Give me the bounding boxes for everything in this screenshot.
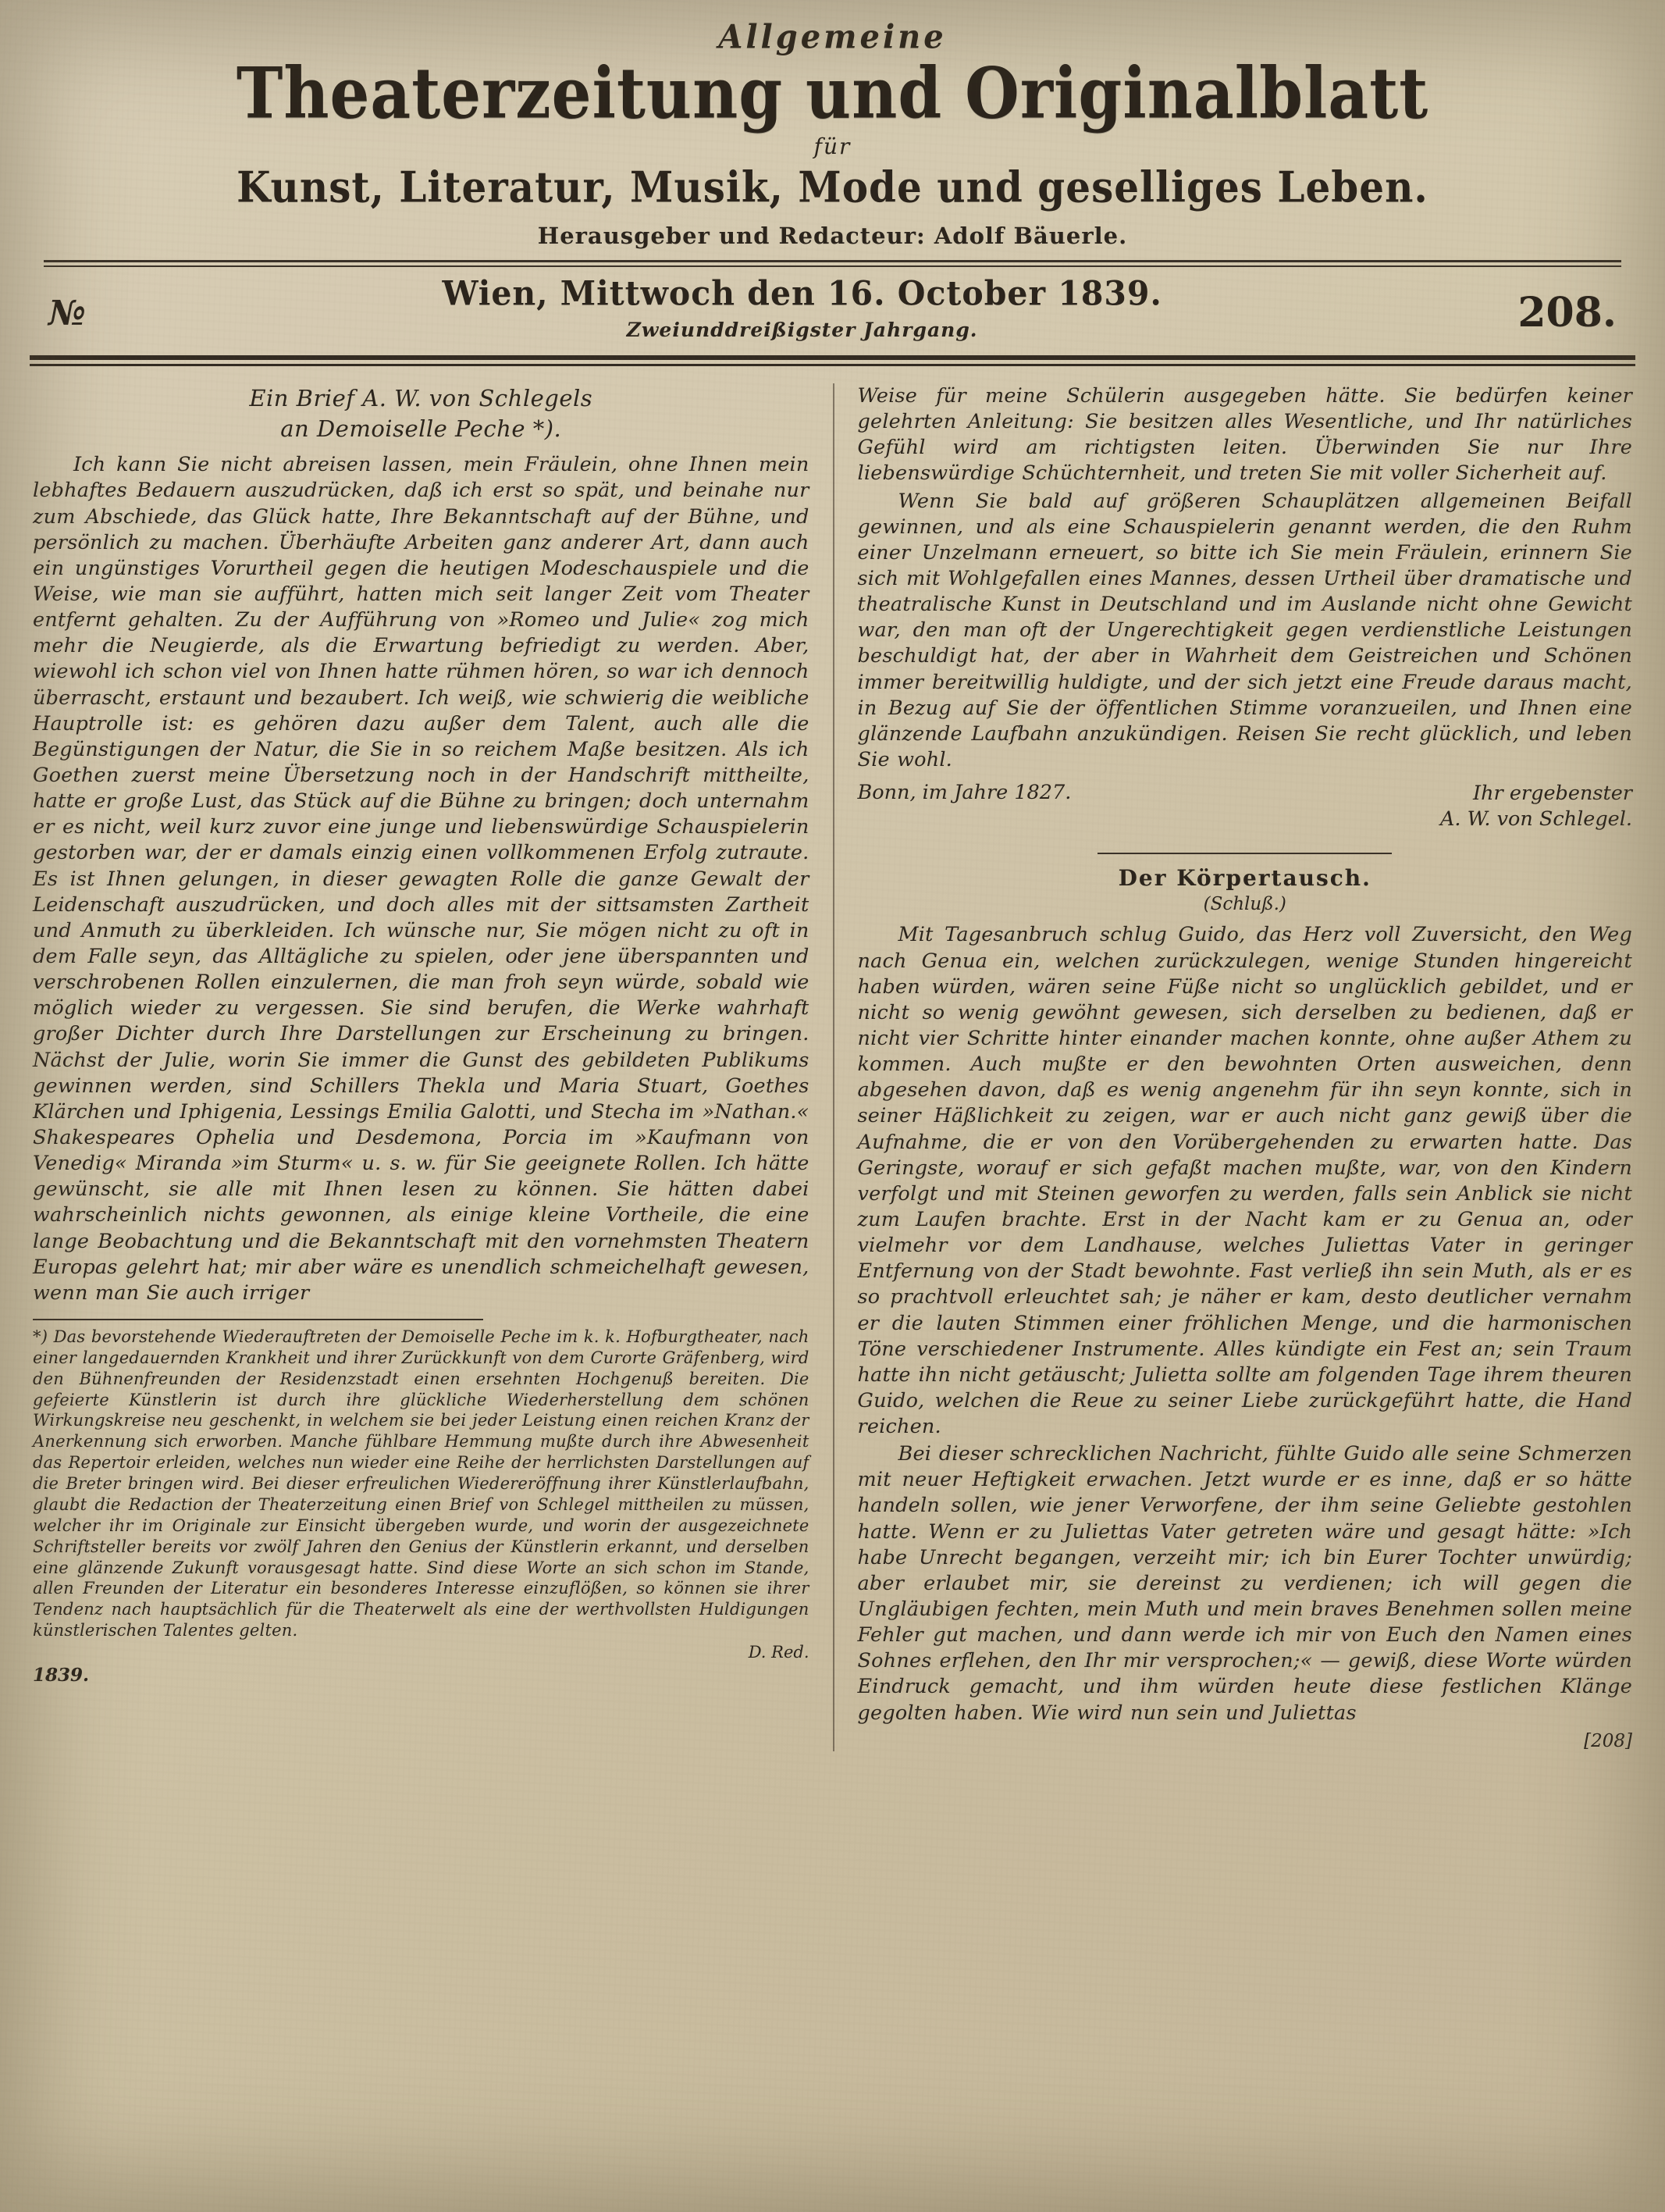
letter-signature — [1440, 781, 1632, 832]
masthead-fuer: für — [813, 134, 852, 159]
body-columns — [0, 366, 1665, 1751]
masthead-title: Theaterzeitung und Originalblatt — [236, 52, 1429, 134]
footnote-text — [33, 1327, 809, 1641]
footnote-signature: D. Red. — [748, 1643, 809, 1662]
issue-volume: Zweiunddreißigster Jahrgang. — [626, 319, 978, 341]
footnote-rule — [33, 1319, 483, 1320]
section-divider — [1098, 853, 1392, 854]
issue-center — [87, 275, 1518, 341]
letter-signature-closing: Ihr ergebenster — [1473, 782, 1632, 806]
footnote-body: Das bevorstehende Wiederauftreten der Demoiselle Peche im k. k. Hofburgtheater, nach einer langedauernden Krankheit und ihrer Zurückkunft von dem Curorte Gräfenberg, wird den Bühnenfreunden der Residenzstadt einen ersehnten Hochgenuß bereiten. Die gefeierte Künstlerin ist durch ihre glückliche Wiederherstellung dem schönen Wirkungskreise neu geschenkt, in welchem sie bei jeder Leistung einen reichen Kranz der Anerkennung sich erworben. Manche fühlbare Hemmung mußte durch ihre Abwesenheit das Repertoir erleiden, welches nun wieder eine Reihe der herrlichsten Darstellungen auf die Breter bringen wird. Bei dieser erfreulichen Wiedereröffnung ihrer Künstlerlaufbahn, glaubt die Redaction der Theaterzeitung einen Brief von Schlegel mittheilen zu müssen, welcher ihr im Originale zur Einsicht übergeben wurde, und worin der ausgezeichnete Schriftsteller bereits vor zwölf Jahren den Genius der Künstlerin erkannt, und derselben eine glänzende Zukunft vorausgesagt hatte. Sind diese Worte an sich schon im Stande, allen Freunden der Literatur ein besonderes Interesse einzuflößen, so können sie ihrer Tendenz nach hauptsächlich für die Theaterwelt als eine der werthvollsten Huldigungen künstlerischen Talentes gelten. — [33, 1327, 809, 1640]
article-title — [33, 383, 809, 444]
letter-place-date: Bonn, im Jahre 1827. — [857, 781, 1072, 805]
masthead — [0, 0, 1665, 366]
story-paragraph-2: Bei dieser schrecklichen Nachricht, fühlte Guido alle seine Schmerzen mit neuer Heftigkeit erwachen. Jetzt wurde er es inne, daß er so hätte handeln sollen, wie jener Verworfene, der ihm seine Geliebte gestohlen hatte. Wenn er zu Juliettas Vater getreten wäre und gesagt hätte: »Ich habe Unrecht begangen, verzeiht mir; ich bin Eurer Tochter unwürdig; aber erlaubet mir, sie dereinst zu verdienen; ich will gegen die Ungläubigen fechten, mein Muth und mein braves Benehmen sollen meine Fehler gut machen, und dann werde ich mir von Euch den Namen eines Sohnes erflehen, den Ihr mir versprochen;« — gewiß, diese Worte würden Eindruck gemacht, und ihm würden heute diese festlichen Klänge gegolten haben. Wie wird nun sein und Juliettas — [857, 1442, 1632, 1725]
column-left — [33, 383, 833, 1751]
article-paragraph: Ich kann Sie nicht abreisen lassen, mein Fräulein, ohne Ihnen mein lebhaftes Bedauern auszudrücken, daß ich erst so spät, und beinahe nur zum Abschiede, das Glück hatte, Ihre Bekanntschaft auf der Bühne, und persönlich zu machen. Überhäufte Arbeiten ganz anderer Art, dann auch ein ungünstiges Vorurtheil gegen die heutigen Modeschauspiele und die Weise, wie man sie aufführt, hatten mich seit langer Zeit vom Theater entfernt gehalten. Zu der Aufführung von »Romeo und Julie« zog mich mehr die Neugierde, als die Erwartung befriedigt zu werden. Aber, wiewohl ich schon viel von Ihnen hatte rühmen hören, so war ich dennoch überrascht, erstaunt und bezaubert. Ich weiß, wie schwierig die weibliche Hauptrolle ist: es gehören dazu außer dem Talent, auch alle die Begünstigungen der Natur, die Sie in so reichem Maße besitzen. Als ich Goethen zuerst meine Übersetzung noch in der Handschrift mittheilte, hatte er große Lust, das Stück auf die Bühne zu bringen; doch unternahm er es nicht, weil kurz zuvor eine junge und liebenswürdige Schauspielerin gestorben war, der er damals einzig einen vollkommenen Erfolg zutraute. Es ist Ihnen gelungen, in dieser gewagten Rolle die ganze Gewalt der Leidenschaft auszudrücken, und doch alles mit der sittsamsten Zartheit und Anmuth zu überkleiden. Ich wünsche nur, Sie mögen nicht zu oft in dem Falle seyn, das Alltägliche zu spielen, oder jene überspannten und verschrobenen Rollen einzulernen, die man froh seyn würde, sobald wie möglich wieder zu vergessen. Sie sind berufen, die Werke wahrhaft großer Dichter durch Ihre Darstellungen zur Erscheinung zu bringen. Nächst der Julie, worin Sie immer die Gunst des gebildeten Publikums gewinnen werden, sind Schillers Thekla und Maria Stuart, Goethes Klärchen und Iphigenia, Lessings Emilia Galotti, und Stecha im »Nathan.« Shakespeares Ophelia und Desdemona, Porcia im »Kaufmann von Venedig« Miranda »im Sturm« u. s. w. für Sie geeignete Rollen. Ich hätte gewünscht, sie alle mit Ihnen lesen zu können. Sie hätten dabei wahrscheinlich nichts gewonnen, als einige kleine Vortheile, die eine lange Beobachtung und die Bekanntschaft mit den vornehmsten Theatern Europas gelehrt hat; mir aber wäre es unendlich schmeichelhaft gewesen, wenn man Sie auch irriger — [33, 453, 809, 1305]
section-subtitle: (Schluß.) — [1203, 894, 1286, 915]
masthead-kicker: Allgemeine — [718, 17, 947, 57]
letter-signature-line — [858, 781, 1633, 832]
issue-row — [0, 267, 1665, 341]
letter-paragraph-2: Wenn Sie bald auf größeren Schauplätzen allgemeinen Beifall gewinnen, und als eine Schauspielerin genannt werden, die den Ruhm einer Unzelmann erneuert, so bitte ich Sie mein Fräulein, erinnern Sie sich mit Wohlgefallen eines Mannes, dessen Urtheil über dramatische und theatralische Kunst in Deutschland und im Auslande nicht ohne Gewicht war, den man oft der Ungerechtigkeit gegen verdienstliche Leistungen beschuldigt hat, der aber in Wahrheit dem Geistreichen und Schönen immer bereitwillig huldigte, und der sich jetzt eine Freude daraus macht, in Bezug auf Sie der öffentlichen Stimme voranzueilen, und Ihnen eine glänzende Laufbahn anzukündigen. Reisen Sie recht glücklich, und leben Sie wohl. — [857, 489, 1632, 771]
letter-paragraph-1: Weise für meine Schülerin ausgegeben hätte. Sie bedürfen keiner gelehrten Anleitung: Sie besitzen alles Wesentliche, und Ihr natürliches Gefühl wird am richtigsten leiten. Überwinden Sie nur Ihre liebenswürdige Schüchternheit, und treten Sie mit voller Sicherheit auf. — [857, 384, 1632, 486]
masthead-rule-top — [44, 260, 1621, 262]
issue-number: 208. — [1517, 289, 1617, 337]
issue-number-symbol: № — [48, 294, 87, 333]
masthead-double-rule — [30, 355, 1635, 366]
story-paragraph-1: Mit Tagesanbruch schlug Guido, das Herz voll Zuversicht, den Weg nach Genua ein, welchen zurückzulegen, wenige Stunden hingereicht haben würden, wären seine Füße nicht so unglücklich gebildet, und er nicht so wenig gewöhnt gewesen, sich derselben zu bedienen, daß er nicht vier Schritte hinter einander machen konnte, ohne außer Athem zu kommen. Auch mußte er den bewohnten Orten ausweichen, denn abgesehen davon, daß es wenig angenehm für ihn seyn konnte, sich in seiner Häßlichkeit zu zeigen, war er auch nicht ganz gewiß über die Aufnahme, die er von den Vorübergehenden zu erwarten hatte. Das Geringste, worauf er sich gefaßt machen mußte, war, von den Kindern verfolgt und mit Steinen geworfen zu werden, falls sein Anblick sie nicht zum Laufen brachte. Erst in der Nacht kam er zu Genua an, oder vielmehr vor dem Landhause, welches Juliettas Vater in geringer Entfernung von der Stadt bewohnte. Fast verließ ihn sein Muth, als er es so prachtvoll erleuchtet sah; je näher er kam, desto deutlicher vernahm er die lauten Stimmen einer fröhlichen Menge, und die harmonischen Töne verschiedener Instrumente. Alles kündigte ein Fest an; sein Traum hatte ihn nicht getäuscht; Julietta sollte am folgenden Tage ihrem theuren Guido, welchen die Reue zu seiner Liebe zurückgeführt hatte, die Hand reichen. — [857, 923, 1632, 1439]
footnote-year: 1839. — [33, 1665, 90, 1687]
section-title: Der Körpertausch. — [1118, 865, 1371, 892]
page-number: [208] — [1584, 1730, 1632, 1751]
letter-signature-name: A. W. von Schlegel. — [1440, 807, 1632, 832]
masthead-editor: Herausgeber und Redacteur: Adolf Bäuerle. — [537, 223, 1128, 249]
article-title-line1: Ein Brief A. W. von Schlegels — [249, 385, 593, 411]
masthead-subtitle: Kunst, Literatur, Musik, Mode und geselliges Leben. — [237, 162, 1428, 212]
footnote-marker: *) — [33, 1327, 48, 1346]
column-right — [833, 383, 1633, 1751]
article-title-line2: an Demoiselle Peche *). — [280, 415, 562, 443]
issue-date: Wien, Mittwoch den 16. October 1839. — [442, 273, 1162, 314]
